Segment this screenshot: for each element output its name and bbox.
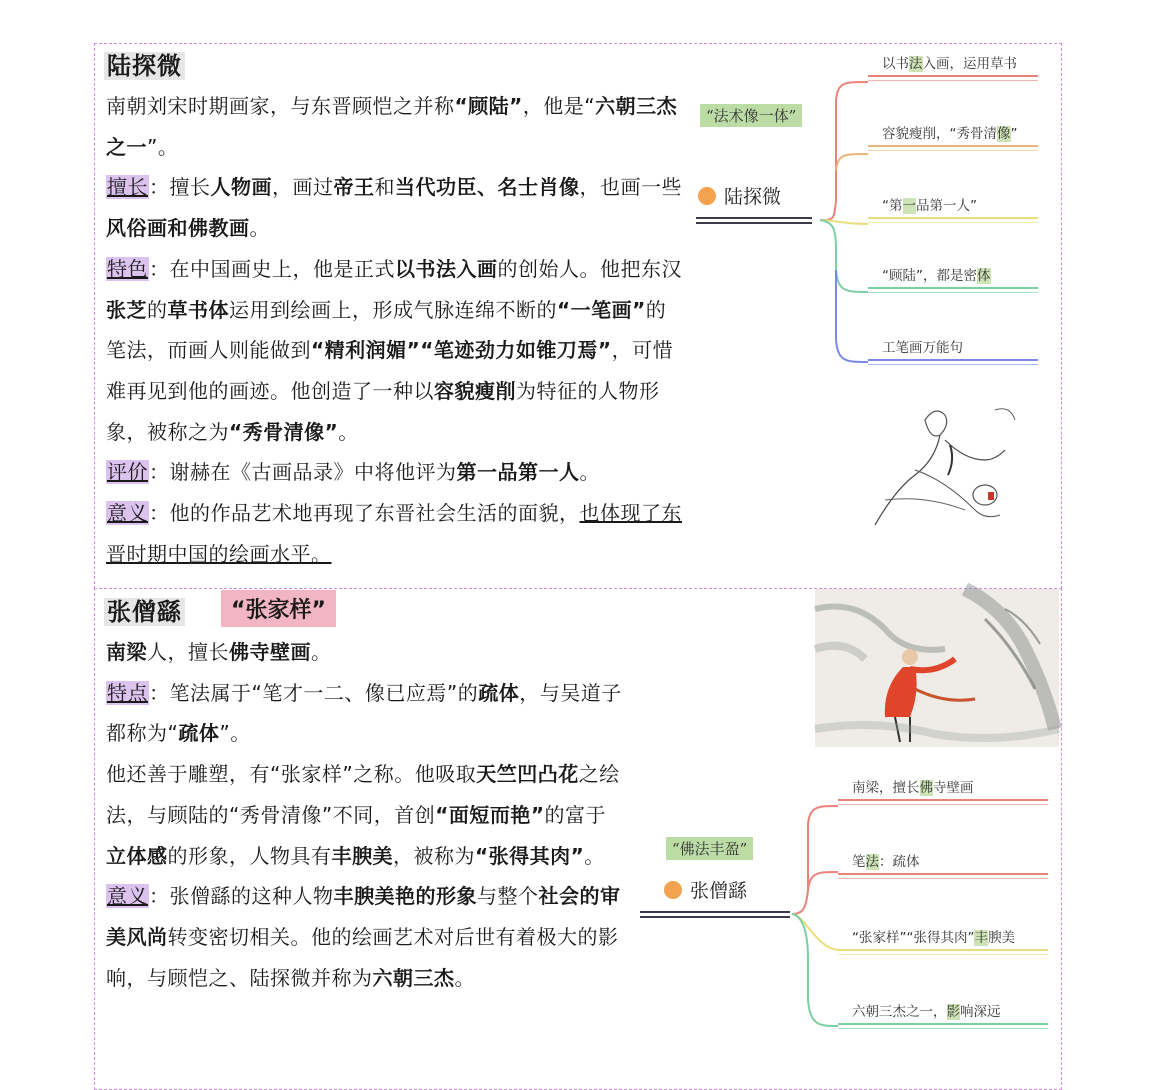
- text-run: ：他的作品艺术地再现了东晋社会生活的面貌，: [149, 501, 580, 526]
- paragraph: [106, 86, 684, 167]
- leaf-underline: [868, 80, 1038, 81]
- leaf-underline: [868, 292, 1038, 293]
- leaf-underline: [868, 217, 1038, 219]
- text-run: 。: [454, 965, 475, 990]
- text-run: ”。: [147, 134, 179, 159]
- leaf-text: ”: [1010, 126, 1018, 142]
- text-run: 。: [338, 419, 359, 444]
- leaf-text: 寺壁画: [933, 780, 974, 796]
- leaf-highlight: 影: [946, 1004, 960, 1020]
- text-run: ，他是“: [522, 94, 596, 118]
- text-run: 的创始人。他把东汉: [497, 256, 682, 281]
- text-run: 的笔法，而画人则能做到: [106, 297, 667, 363]
- leaf-text: “顾陆”，都是密: [882, 268, 977, 284]
- text-run: 的: [147, 297, 168, 322]
- paragraph: [106, 632, 624, 673]
- leaf-highlight: 一: [902, 198, 916, 214]
- leaf-underline: [868, 75, 1038, 77]
- leaf-text: 笔: [852, 854, 866, 870]
- leaf-text: 六朝三杰之一，: [852, 1004, 947, 1020]
- text-run: 疏体: [178, 721, 220, 746]
- paragraph: [106, 167, 684, 248]
- leaf-highlight: 丰: [974, 930, 988, 946]
- leaf-text: “第: [882, 198, 903, 214]
- leaf-text: 腴美: [987, 930, 1015, 946]
- mindmap-leaf: [852, 1000, 1001, 1020]
- mindmap-label-lu: “法术像一体”: [700, 104, 802, 127]
- leaf-highlight: 像: [997, 126, 1011, 142]
- topic-tag: 擅长: [107, 175, 148, 200]
- text-run: ，可惜难再见到他的画迹。他创造了一种以: [106, 338, 674, 403]
- leaf-underline: [838, 878, 1048, 879]
- mindmap-leaf: [882, 264, 991, 284]
- text-run: 张芝: [106, 297, 147, 322]
- text-run: 人，擅长: [147, 640, 229, 664]
- mindmap-leaf: [852, 850, 920, 870]
- text-run: 风俗画和佛教画: [106, 216, 250, 241]
- paragraph: [106, 754, 624, 876]
- mindmap-center-zhang: 张僧繇: [664, 876, 747, 903]
- text-run: 丰腴美: [331, 843, 393, 868]
- text-run: 帝王: [333, 175, 375, 200]
- text-run: 六朝三杰: [372, 965, 455, 990]
- section-title-lu: 陆探微: [104, 46, 185, 81]
- center-underline: [696, 222, 812, 224]
- center-underline: [696, 217, 812, 219]
- leaf-underline: [868, 364, 1038, 365]
- text-run: ：在中国画史上，他是正式: [149, 256, 395, 281]
- text-run: “秀骨清像”: [229, 419, 339, 444]
- leaf-underline: [868, 222, 1038, 223]
- paragraph: [106, 452, 684, 493]
- mindmap-branches-lu: [812, 70, 872, 370]
- text-run: 六朝三杰之一: [106, 94, 678, 159]
- topic-tag: 意义: [107, 501, 148, 526]
- text-run: 之绘法，与顾陆的“秀骨清像”不同，首创: [106, 762, 620, 827]
- text-run: ，也画一些: [579, 175, 682, 200]
- text-run: 他还善于雕塑，有“张家样”之称。他吸取: [106, 762, 477, 787]
- text-run: “一笔画”: [557, 297, 646, 322]
- ink-figure-illustration: [855, 390, 1030, 540]
- leaf-underline: [838, 873, 1048, 875]
- leaf-highlight: 佛: [919, 780, 933, 796]
- text-run: ：笔法属于“笔才一二、像已应焉”的: [149, 680, 479, 705]
- topic-tag: 意义: [107, 884, 148, 909]
- mindmap-label-zhang: “佛法丰盈”: [666, 837, 753, 860]
- text-run: “顾陆”: [454, 94, 523, 118]
- leaf-highlight: 法: [865, 854, 879, 870]
- text-run: 人物画: [210, 175, 272, 200]
- text-run: ，与吴道子都称为“: [106, 680, 622, 746]
- leaf-text: 容貌瘦削，“秀骨清: [882, 126, 997, 142]
- text-run: 当代功臣、名士肖像: [395, 175, 580, 200]
- text-run: 容貌瘦削: [434, 378, 516, 403]
- paragraph: [106, 876, 624, 998]
- mindmap-branches-zhang: [790, 780, 850, 1040]
- text-run: ，画过: [272, 175, 334, 200]
- leaf-underline: [868, 359, 1038, 361]
- text-run: 南梁: [106, 640, 147, 664]
- section-title-zhang: 张僧繇: [104, 592, 185, 627]
- leaf-text: ：疏体: [879, 854, 920, 870]
- text-run: 为特征的人物形象，被称之为: [106, 378, 660, 444]
- text-run: “精利润媚”“笔迹劲力如锥刀焉”: [311, 338, 612, 363]
- leaf-underline: [838, 954, 1048, 955]
- mindmap-leaf: [852, 926, 1015, 946]
- leaf-underline: [838, 1023, 1048, 1025]
- leaf-text: 南梁，擅长: [852, 780, 920, 796]
- section-body-lu: [106, 86, 684, 574]
- text-run: 以书法入画: [395, 256, 498, 281]
- leaf-text: 入画，运用草书: [922, 56, 1017, 72]
- leaf-text: 品第一人”: [916, 198, 977, 214]
- leaf-underline: [868, 287, 1038, 289]
- mindmap-leaf: [852, 776, 974, 796]
- text-run: 佛寺壁画: [229, 640, 311, 664]
- red-robe-painting: [815, 589, 1059, 747]
- paragraph: [106, 673, 624, 754]
- text-run: 。: [584, 843, 605, 868]
- leaf-highlight: 法: [909, 56, 923, 72]
- leaf-underline: [838, 1028, 1048, 1029]
- orange-dot-icon: [698, 187, 716, 205]
- text-run: 社会的审美风尚: [106, 884, 621, 949]
- text-run: 南朝刘宋时期画家，与东晋顾恺之并称: [106, 94, 455, 118]
- text-run: “张得其肉”: [475, 843, 585, 868]
- mindmap-leaf: [882, 194, 977, 214]
- topic-tag: 特色: [107, 256, 148, 281]
- text-run: 与整个: [477, 884, 539, 909]
- topic-tag: 特点: [107, 680, 148, 705]
- text-run: 立体感: [106, 843, 168, 868]
- zhang-style-badge: “张家样”: [221, 590, 336, 627]
- text-run: ，被称为: [393, 843, 475, 868]
- leaf-text: 响深远: [960, 1004, 1001, 1020]
- text-run: 天竺凹凸花: [476, 762, 579, 787]
- text-run: 。: [311, 640, 332, 664]
- text-run: ：擅长: [149, 175, 211, 200]
- orange-dot-icon: [664, 881, 682, 899]
- text-run: 。: [249, 216, 270, 241]
- mindmap-center-lu: 陆探微: [698, 182, 781, 209]
- leaf-highlight: 体: [977, 268, 991, 284]
- text-run: 第一品第一人: [456, 460, 580, 485]
- center-underline: [640, 916, 790, 918]
- text-run: 的富于: [544, 802, 607, 827]
- text-run: ”。: [219, 721, 251, 746]
- text-run: 运用到绘画上，形成气脉连绵不断的: [229, 297, 557, 322]
- text-run: 也体现了东晋时期中国的绘画水平。: [106, 501, 682, 566]
- leaf-underline: [838, 949, 1048, 951]
- text-run: 草书体: [167, 297, 229, 322]
- mindmap-leaf: [882, 336, 963, 356]
- leaf-underline: [868, 145, 1038, 147]
- leaf-underline: [868, 150, 1038, 151]
- mindmap-leaf: [882, 122, 1018, 142]
- center-underline: [640, 911, 790, 913]
- text-run: ：谢赫在《古画品录》中将他评为: [149, 460, 457, 485]
- paragraph: [106, 493, 684, 574]
- leaf-text: 工笔画万能句: [882, 340, 963, 356]
- leaf-underline: [838, 804, 1048, 805]
- text-run: ：张僧繇的这种人物: [149, 884, 334, 909]
- text-run: 的形象，人物具有: [167, 843, 332, 868]
- text-run: 转变密切相关。他的绘画艺术对后世有着极大的影响，与顾恺之、陆探微并称为: [106, 924, 619, 990]
- text-run: 。: [579, 460, 600, 485]
- text-run: “面短而艳”: [435, 802, 545, 827]
- text-run: 和: [374, 175, 395, 200]
- text-run: 丰腴美艳的形象: [333, 884, 477, 909]
- mindmap-leaf: [882, 52, 1017, 72]
- section-body-zhang: [106, 632, 624, 998]
- leaf-text: “张家样”“张得其肉”: [852, 930, 975, 946]
- topic-tag: 评价: [107, 460, 148, 485]
- text-run: 疏体: [478, 680, 520, 705]
- leaf-underline: [838, 799, 1048, 801]
- leaf-text: 以书: [882, 56, 909, 72]
- paragraph: [106, 249, 684, 453]
